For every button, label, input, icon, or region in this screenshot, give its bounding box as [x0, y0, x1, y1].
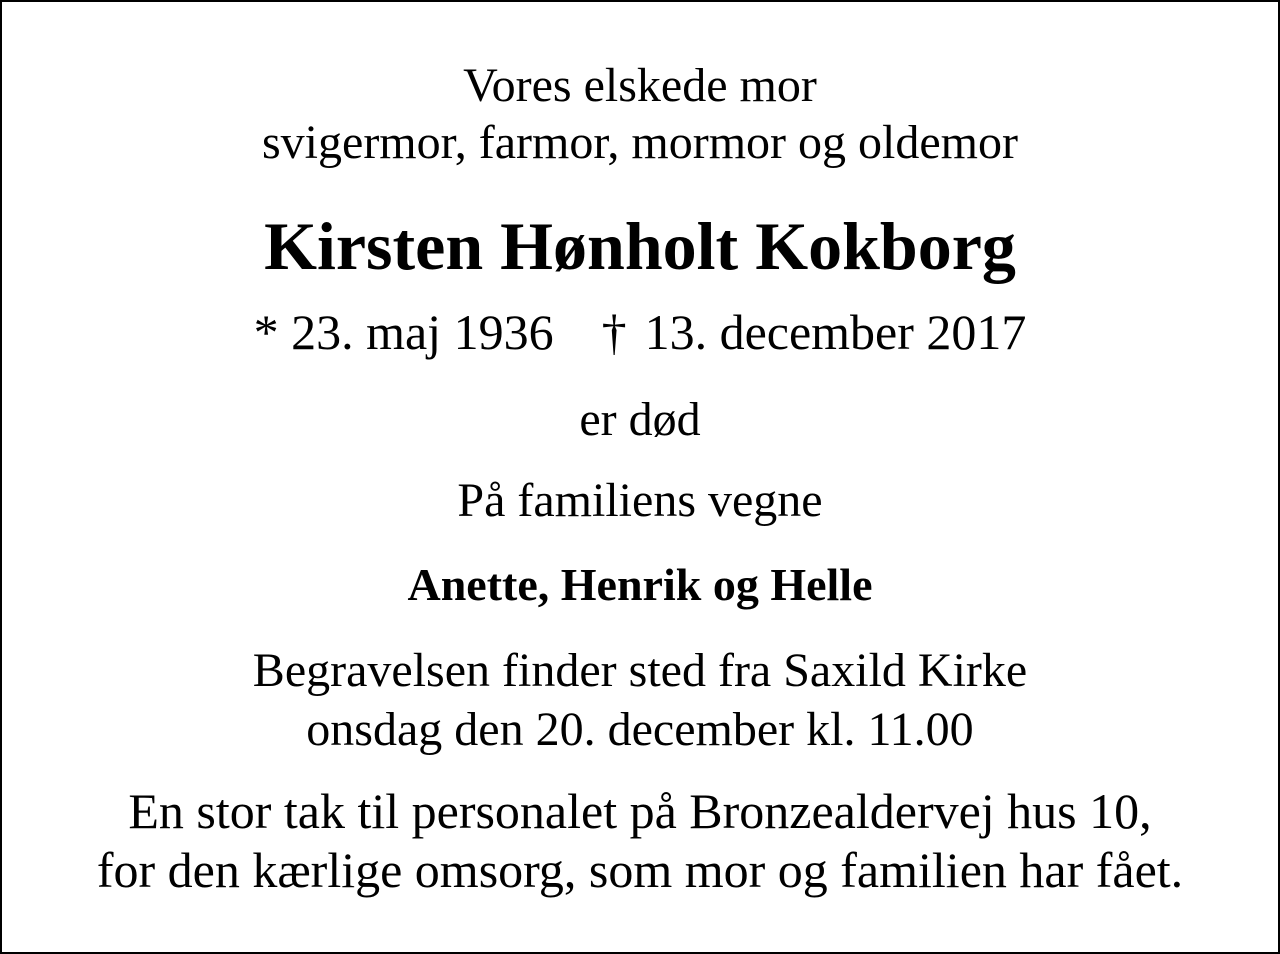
died-date: 13. december 2017: [644, 304, 1027, 360]
status-text: er død: [579, 393, 701, 446]
life-dates: [2, 304, 1278, 360]
intro-line-1: Vores elskede mor: [463, 59, 817, 112]
died-symbol: †: [601, 304, 627, 360]
intro-line-2: svigermor, farmor, mormor og oldemor: [262, 116, 1018, 169]
deceased-name: Kirsten Hønholt Kokborg: [264, 208, 1016, 284]
on-behalf-text: På familiens vegne: [457, 474, 823, 527]
family-names: Anette, Henrik og Helle: [407, 559, 873, 610]
funeral-line-2: onsdag den 20. december kl. 11.00: [306, 703, 974, 756]
thanks-line-2: for den kærlige omsorg, som mor og familien har fået.: [96, 842, 1184, 898]
born-date: 23. maj 1936: [291, 304, 554, 360]
born-symbol: *: [253, 304, 279, 360]
thanks-line-1: En stor tak til personalet på Bronzealdervej hus 10,: [128, 783, 1152, 839]
funeral-line-1: Begravelsen finder sted fra Saxild Kirke: [252, 644, 1028, 697]
